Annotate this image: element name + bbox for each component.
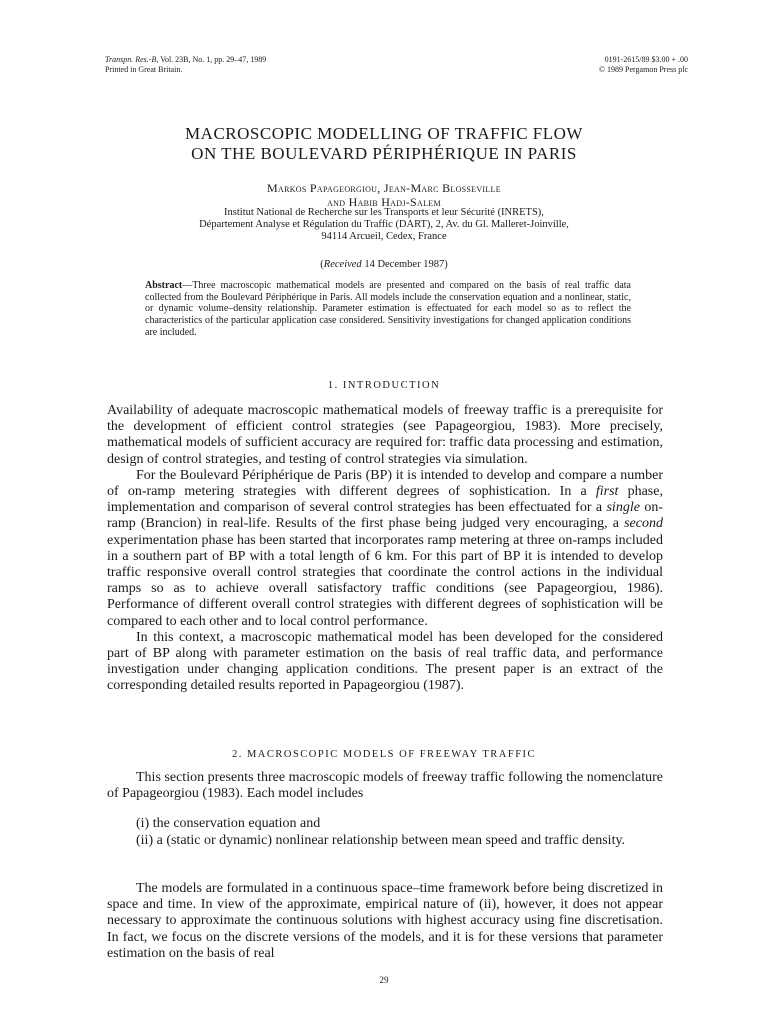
journal-name: Transpn. Res.-B,: [105, 55, 159, 64]
intro-paragraph-2: For the Boulevard Périphérique de Paris (BP) it is intended to develop and compare a number of on-ramp metering strategies with different degrees of sophistication. In a first phase, implementation and comparison of several control strategies has been effectuated for a single on-ramp (Brancion) in real-life. Results of the first phase being judged very encouraging, a second experimentation phase has been started that incorporates ramp metering at three on-ramps included in a southern part of BP with a total length of 6 km. For this part of BP it is intended to develop traffic responsive overall control strategies that coordinate the control actions in the individual ramps so as to achieve overall satisfactory traffic conditions (see Papageorgiou, 1986). Performance of different overall control strategies with different degrees of sophistication will be compared to each other and to local control performance.: [107, 467, 663, 629]
list-item: (ii) a (static or dynamic) nonlinear relationship between mean speed and traffic density.: [136, 832, 626, 848]
received-label: Received: [323, 259, 362, 270]
authors-line-1: Markos Papageorgiou, Jean-Marc Blosseville: [267, 181, 501, 195]
introduction-body: [107, 403, 663, 695]
list-item: (i) the conservation equation and: [136, 816, 321, 832]
journal-volume: Vol. 23B, No. 1, pp. 29–47, 1989: [158, 55, 267, 64]
section-heading-models: 2. MACROSCOPIC MODELS OF FREEWAY TRAFFIC: [231, 749, 537, 760]
section-heading-introduction: 1. INTRODUCTION: [327, 380, 441, 391]
printed-note: Printed in Great Britain.: [105, 65, 183, 74]
journal-header-right: [599, 55, 688, 75]
models-paragraph-1: This section presents three macroscopic models of freeway traffic following the nomenclature of Papageorgiou (1983). Each model includes: [107, 770, 663, 802]
affiliation-line-2: Département Analyse et Régulation du Traffic (DART), 2, Av. du Gl. Malleret-Joinville,: [199, 219, 569, 230]
title-line-2: ON THE BOULEVARD PÉRIPHÉRIQUE IN PARIS: [191, 144, 577, 163]
intro-paragraph-1: Availability of adequate macroscopic mathematical models of freeway traffic is a prerequisite for the development of efficient control strategies (see Papageorgiou, 1983). More precisely, mathematical models of sufficient accuracy are required for: traffic data processing and estimation, design of control strategies, and testing of control strategies via simulation.: [107, 403, 663, 467]
title-line-1: MACROSCOPIC MODELLING OF TRAFFIC FLOW: [185, 124, 583, 143]
author-list: [0, 181, 768, 209]
models-paragraph-2: The models are formulated in a continuous space–time framework before being discretized in space and time. In view of the approximate, empirical nature of (ii), however, it does not appear necessary to approximate the continuous solutions with highest accuracy using fine discretisation. In fact, we focus on the discrete versions of the models, and it is for these versions that parameter estimation on the basis of real: [107, 881, 663, 961]
article-code: 0191-2615/89 $3.00 + .00: [604, 55, 688, 64]
affiliation-line-1: Institut National de Recherche sur les Transports et leur Sécurité (INRETS),: [224, 207, 544, 218]
affiliation-line-3: 94114 Arcueil, Cedex, France: [321, 231, 447, 242]
paper-title: [0, 124, 768, 164]
abstract: [145, 280, 631, 339]
authors-line-2: and Habib Hadj-Salem: [327, 195, 441, 209]
abstract-text: —Three macroscopic mathematical models are presented and compared on the basis of real traffic data collected from the Boulevard Périphérique in Paris. All models include the conservation equation and a nonlinear, static, or dynamic volume–density relationship. Parameter estimation is effectuated for each model so as to reflect the characteristics of the particular application case considered. Sensitivity investigations for changed application conditions are included.: [145, 280, 631, 338]
received-date: (Received 14 December 1987): [320, 259, 448, 270]
copyright-note: © 1989 Pergamon Press plc: [598, 65, 688, 74]
affiliation: [0, 207, 768, 243]
page-number: 29: [379, 975, 389, 985]
models-body-continued: [107, 881, 663, 962]
journal-citation: [105, 55, 266, 65]
models-body: [107, 770, 663, 849]
abstract-label: Abstract: [145, 280, 183, 291]
intro-paragraph-3: In this context, a macroscopic mathematical model has been developed for the considered part of BP along with parameter estimation on the basis of real traffic data, and performance investigation under changing application conditions. The present paper is an extract of the corresponding detailed results reported in Papageorgiou (1987).: [107, 629, 663, 694]
journal-header-left: [105, 55, 266, 75]
received-value: 14 December 1987): [361, 259, 448, 270]
